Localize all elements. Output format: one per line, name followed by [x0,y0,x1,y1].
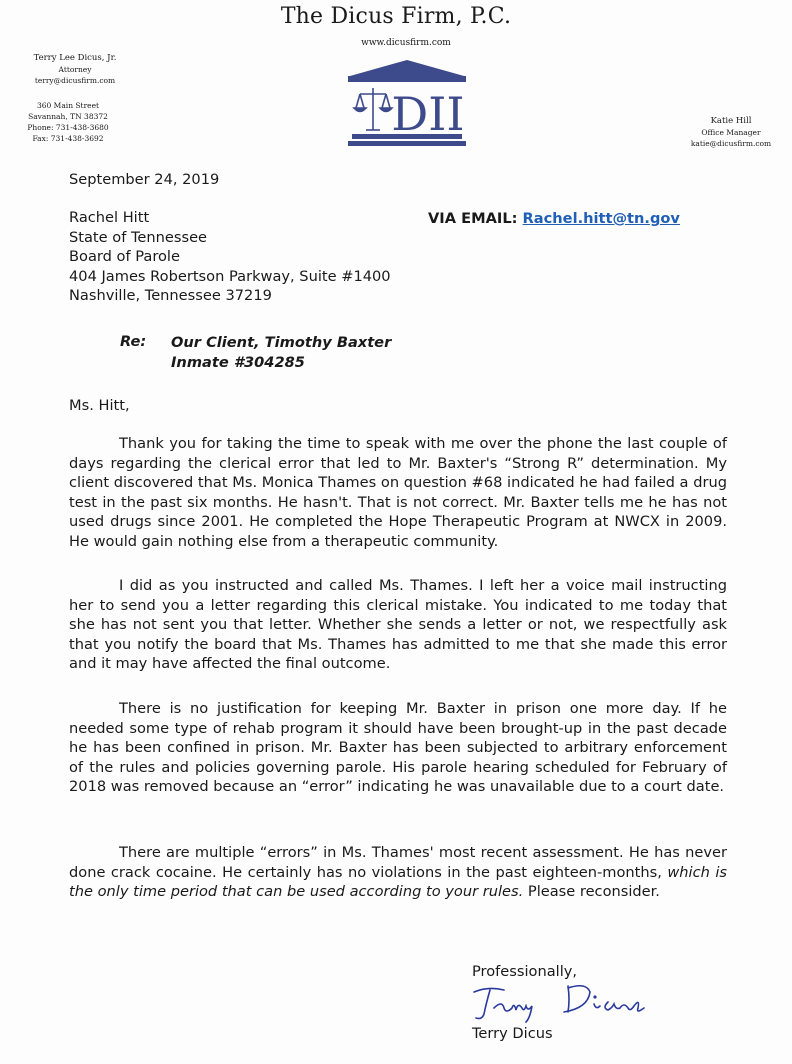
paragraph-3 [69,699,727,797]
signer-name: Terry Dicus [472,1025,553,1042]
attorney-email: terry@dicusfirm.com [34,76,116,85]
office-manager-name: Katie Hill [710,116,752,126]
attorney-title: Attorney [58,65,92,74]
office-manager-email: katie@dicusfirm.com [690,139,772,148]
logo-text: DII [391,87,465,141]
firm-logo [346,58,468,148]
re-label: Re: [120,333,147,350]
letter-date: September 24, 2019 [69,171,220,188]
via-email-label: VIA EMAIL: [428,210,518,227]
address-fax: Fax: 731-438-3692 [32,134,104,143]
paragraph-2 [69,576,727,674]
re-line-client: Our Client, Timothy Baxter [171,334,392,351]
office-manager-title: Office Manager [701,128,761,137]
re-line-inmate: Inmate #304285 [171,353,305,371]
paragraph-4-text-a: There are multiple “errors” in Ms. Thames' most recent assessment. He has never done crack cocaine. He certainly has no violations in the past eighteen-months, [69,844,727,881]
paragraph-1 [69,434,727,552]
re-subject [171,333,391,372]
signature [468,978,678,1024]
paragraph-text: There is no justification for keeping Mr. Baxter in prison one more day. If he needed some type of rehab program it should have been brought-up in the past decade he has been confined in prison. Mr. Baxter has been subjected to arbitrary enforcement of the rules and policies governing parole. His parole hearing scheduled for February of 2018 was removed because an “error” indicating he was unavailable due to a court date. [69,700,727,796]
recipient-address [69,208,391,306]
paragraph-text [69,843,727,902]
address-city: Savannah, TN 38372 [28,112,108,121]
salutation: Ms. Hitt, [69,397,130,414]
address-street: 360 Main Street [36,101,100,110]
scales-icon [354,88,392,130]
address-block [18,100,118,144]
recipient-line: 404 James Robertson Parkway, Suite #1400 [69,267,391,285]
paragraph-4-text-b: Please reconsider. [523,883,660,901]
closing: Professionally, [472,963,578,980]
firm-website: www.dicusfirm.com [361,38,451,48]
via-email-link[interactable]: Rachel.hitt@tn.gov [522,210,680,227]
attorney-name: Terry Lee Dicus, Jr. [33,53,117,63]
address-phone: Phone: 731-438-3680 [27,123,109,132]
via-email [428,210,680,227]
recipient-line: Board of Parole [69,248,180,266]
attorney-block [20,53,130,86]
paragraph-4-italic: which is the only time period that can be used according to your rules. [69,863,727,901]
firm-name: The Dicus Firm, P.C. [280,4,512,29]
paragraph-text: Thank you for taking the time to speak with me over the phone the last couple of days regarding the clerical error that led to Mr. Baxter's “Strong R” determination. My client discovered that Ms. Monica Thames on question #68 indicated he had failed a drug test in the past six months. He hasn't. That is not correct. Mr. Baxter tells me he has not used drugs since 2001. He completed the Hope Therapeutic Program at NWCX in 2009. He would gain nothing else from a therapeutic community. [69,435,727,550]
recipient-line: Rachel Hitt [69,209,150,226]
paragraph-text: I did as you instructed and called Ms. Thames. I left her a voice mail instructing her to send you a letter regarding this clerical mistake. You indicated to me today that she has not sent you that letter. Whether she sends a letter or not, we respectfully ask that you notify the board that Ms. Thames has admitted to me that she made this error and it may have affected the final outcome. [69,577,727,673]
paragraph-4 [69,843,727,902]
recipient-line: Nashville, Tennessee 37219 [69,287,272,305]
recipient-line: State of Tennessee [69,228,208,246]
office-manager-block [676,116,786,149]
